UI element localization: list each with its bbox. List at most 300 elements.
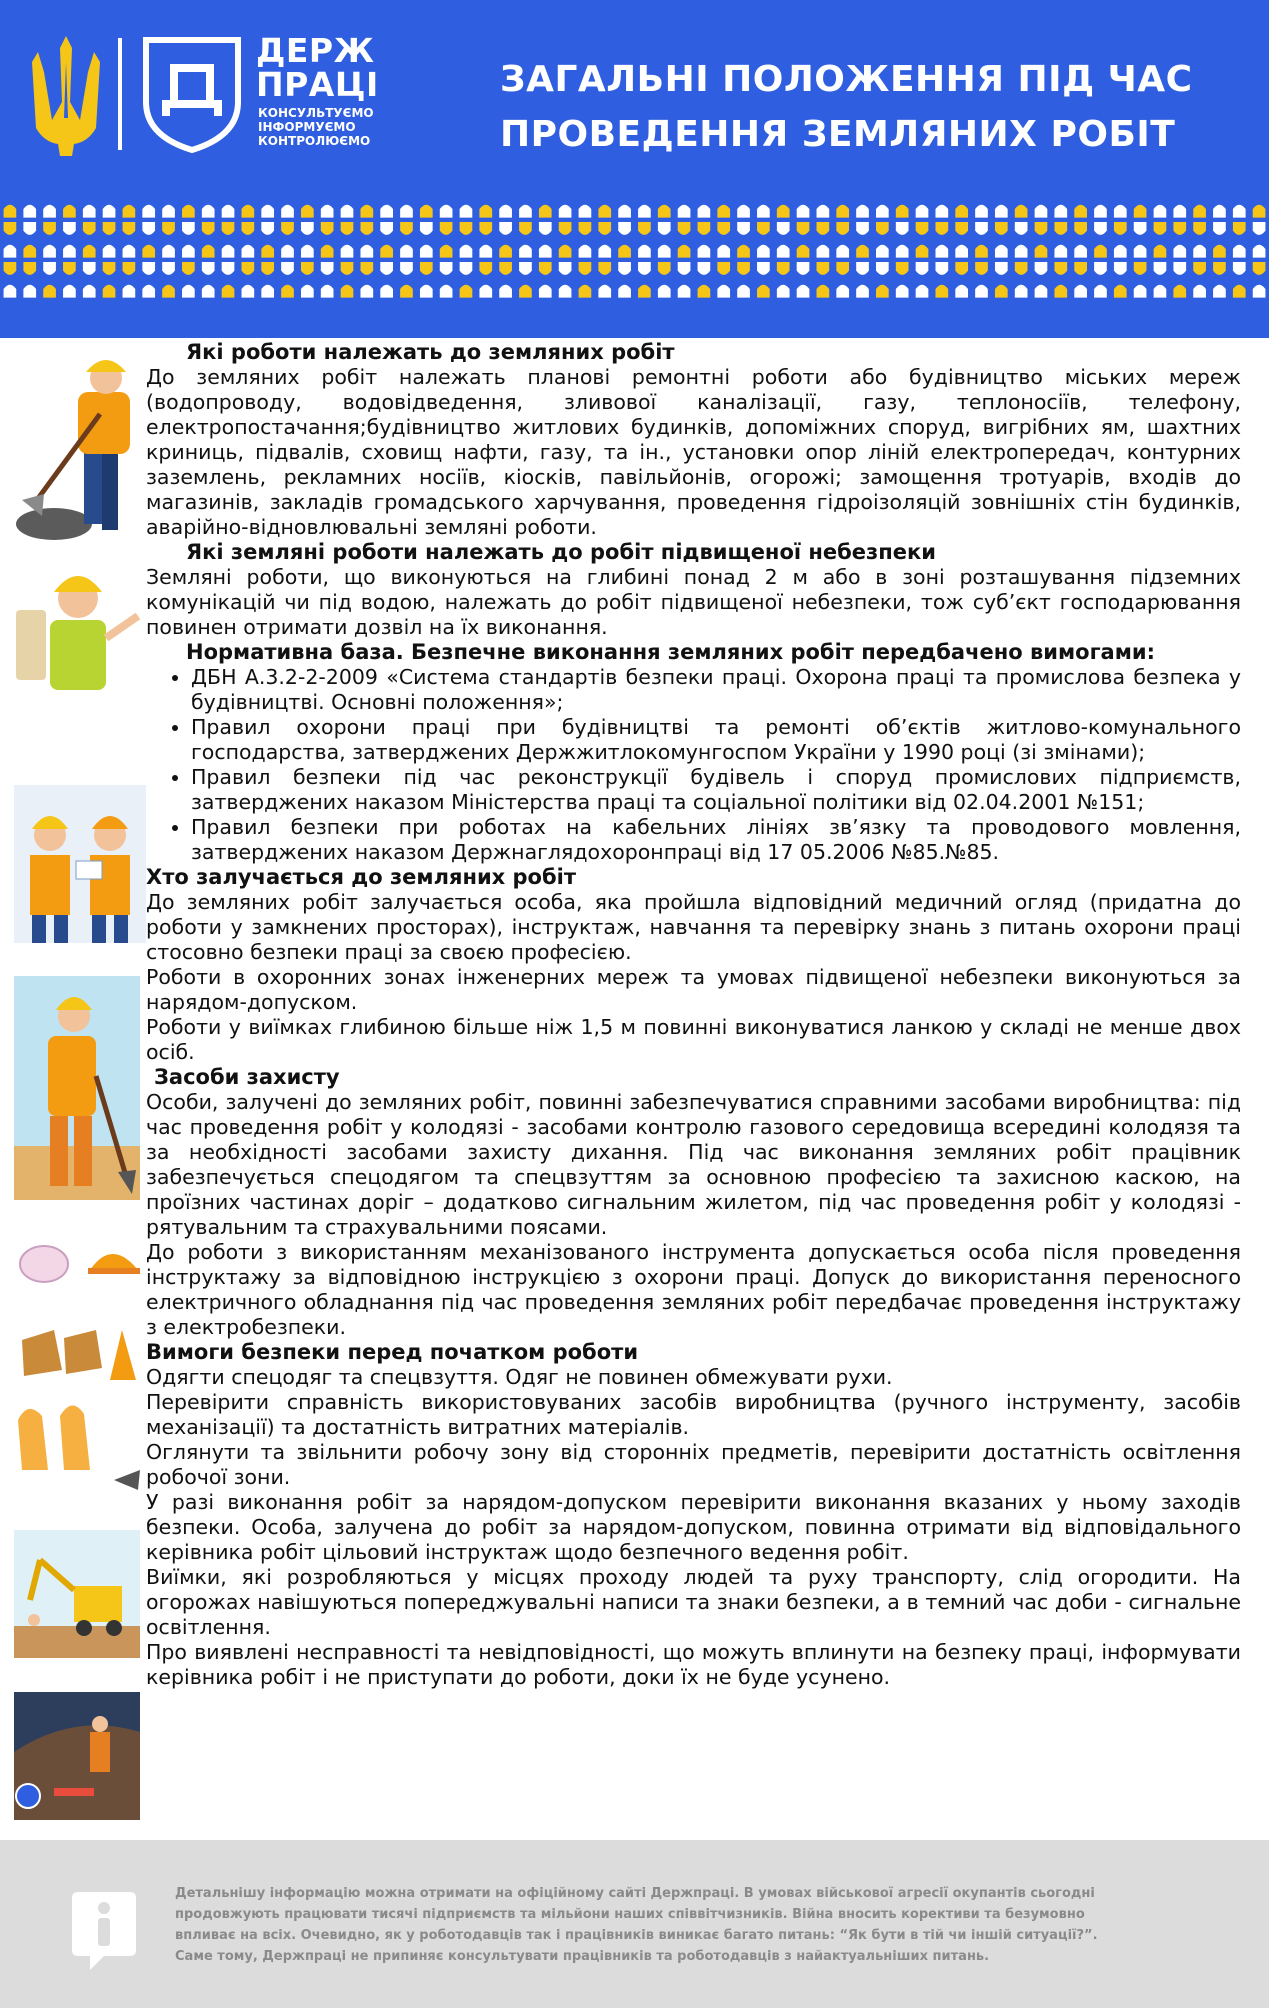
pattern-tile bbox=[261, 222, 274, 235]
pattern-tile bbox=[1054, 262, 1067, 275]
excavator-site-illustration-icon bbox=[14, 1530, 140, 1658]
pattern-tile bbox=[797, 205, 810, 218]
section-text: Одягти спецодяг та спецвзуття. Одяг не повинен обмежувати рухи. bbox=[146, 1365, 893, 1389]
pattern-tile bbox=[261, 245, 274, 258]
pattern-tile bbox=[43, 222, 56, 235]
pattern-tile bbox=[777, 222, 790, 235]
pattern-tile bbox=[222, 205, 235, 218]
pattern-tile bbox=[440, 245, 453, 258]
footer-line: продовжують працювати тисячі підприємств та мільйони наших співвітчизників. Війна вносить корективи та безумовно bbox=[175, 1907, 1085, 1922]
pattern-tile bbox=[995, 205, 1008, 218]
worker-with-blueprint-illustration-icon bbox=[14, 560, 146, 690]
pattern-tile bbox=[539, 245, 552, 258]
pattern-tile bbox=[1253, 222, 1266, 235]
pattern-tile bbox=[1094, 245, 1107, 258]
pattern-tile bbox=[955, 285, 968, 298]
pattern-tile bbox=[321, 285, 334, 298]
pattern-tile bbox=[935, 205, 948, 218]
pattern-tile bbox=[1074, 285, 1087, 298]
footer-line: впливає на всіх. Очевидно, як у роботодавців так і працівників виникає багато питань: “Як бути в тій чи іншій ситуації?”. bbox=[175, 1928, 1098, 1943]
pattern-tile bbox=[440, 285, 453, 298]
pattern-tile bbox=[975, 205, 988, 218]
pattern-tile bbox=[460, 262, 473, 275]
pattern-tile bbox=[479, 222, 492, 235]
pattern-tile bbox=[658, 205, 671, 218]
section-excavation-types bbox=[146, 340, 1241, 540]
pattern-tile bbox=[301, 245, 314, 258]
worker-with-shovel-illustration-icon bbox=[14, 976, 140, 1200]
pattern-tile bbox=[1015, 262, 1028, 275]
derzhpratsi-shield-icon bbox=[140, 36, 244, 154]
pattern-tile bbox=[1213, 222, 1226, 235]
pattern-tile bbox=[717, 222, 730, 235]
pattern-tile bbox=[618, 205, 631, 218]
section-text: Роботи в охоронних зонах інженерних мереж та умовах підвищеної небезпеки виконуються за нарядом-допуском. bbox=[146, 965, 1241, 1014]
pattern-tile bbox=[23, 222, 36, 235]
section-regulatory-base bbox=[146, 640, 1241, 865]
pattern-tile bbox=[499, 285, 512, 298]
pattern-tile bbox=[63, 262, 76, 275]
pattern-tile bbox=[162, 205, 175, 218]
pattern-tile bbox=[4, 285, 17, 298]
pattern-tile bbox=[341, 285, 354, 298]
pattern-tile bbox=[539, 222, 552, 235]
pattern-tile bbox=[1094, 222, 1107, 235]
pattern-tile bbox=[1213, 245, 1226, 258]
pattern-tile bbox=[4, 205, 17, 218]
pattern-tile bbox=[1233, 262, 1246, 275]
pattern-tile bbox=[817, 262, 830, 275]
pattern-tile bbox=[797, 262, 810, 275]
page-title bbox=[500, 52, 1240, 162]
pattern-tile bbox=[539, 262, 552, 275]
pattern-tile bbox=[281, 262, 294, 275]
pattern-tile bbox=[202, 222, 215, 235]
pattern-tile bbox=[182, 262, 195, 275]
pattern-tile bbox=[638, 245, 651, 258]
pattern-tile bbox=[1213, 205, 1226, 218]
pattern-tile bbox=[995, 245, 1008, 258]
pattern-tile bbox=[1173, 262, 1186, 275]
pattern-tile bbox=[797, 285, 810, 298]
pattern-tile bbox=[281, 285, 294, 298]
pattern-tile bbox=[242, 222, 255, 235]
pattern-tile bbox=[717, 205, 730, 218]
section-text: До роботи з використанням механізованого інструмента допускається особа після проведення інструктажу за відповідною інструкцією з охорони праці. Допуск до використання переносного електричного обладнання під час проведення земляних робіт передбачає проведення інструктажу з електробезпеки. bbox=[146, 1240, 1241, 1339]
pattern-tile bbox=[1134, 245, 1147, 258]
brand-tagline-2: ІНФОРМУЄМО bbox=[258, 120, 356, 134]
pattern-tile bbox=[1114, 285, 1127, 298]
pattern-tile bbox=[817, 222, 830, 235]
brand-name-line1: ДЕРЖ bbox=[256, 31, 375, 70]
pattern-tile bbox=[380, 262, 393, 275]
pattern-tile bbox=[658, 285, 671, 298]
section-text: Особи, залучені до земляних робіт, повинні забезпечуватися справними засобами виробництва: під час проведення робіт у колодязі - засобами контролю газового середовища всередині колодязя та за необхідності засобами захисту дихання. Під час виконання земляних робіт працівник забезпечується спецодягом та спецвзуттям за основною професією та захисною каскою, на проїзних частинах доріг – додатково сигнальним жилетом, під час проведення робіт у колодязі - рятувальним та страхувальними поясами. bbox=[146, 1090, 1241, 1239]
pattern-tile bbox=[479, 205, 492, 218]
pattern-tile bbox=[360, 245, 373, 258]
pattern-tile bbox=[559, 205, 572, 218]
pattern-tile bbox=[1173, 205, 1186, 218]
pattern-tile bbox=[1233, 285, 1246, 298]
pattern-tile bbox=[182, 285, 195, 298]
pattern-tile bbox=[896, 222, 909, 235]
pattern-tile bbox=[658, 222, 671, 235]
pattern-tile bbox=[658, 262, 671, 275]
pattern-tile bbox=[698, 285, 711, 298]
pattern-tile bbox=[420, 222, 433, 235]
pattern-tile bbox=[261, 205, 274, 218]
pattern-tile bbox=[737, 285, 750, 298]
pattern-tile bbox=[499, 205, 512, 218]
pattern-tile bbox=[222, 222, 235, 235]
pattern-tile bbox=[1035, 285, 1048, 298]
brand-tagline-1: КОНСУЛЬТУЄМО bbox=[258, 106, 374, 120]
pattern-tile bbox=[321, 222, 334, 235]
pattern-tile bbox=[23, 245, 36, 258]
pattern-tile bbox=[1173, 245, 1186, 258]
pattern-tile bbox=[1154, 285, 1167, 298]
section-text: У разі виконання робіт за нарядом-допуском перевірити виконання вказаних у ньому заходів безпеки. Особа, залучена до робіт за нарядом-допуском, повинна отримати від відповідального керівника робіт цільовий інструктаж щодо безпечного ведення робіт. bbox=[146, 1490, 1241, 1564]
pattern-tile bbox=[797, 245, 810, 258]
pattern-tile bbox=[598, 262, 611, 275]
pattern-tile bbox=[618, 285, 631, 298]
pattern-tile bbox=[757, 285, 770, 298]
pattern-tile bbox=[1035, 262, 1048, 275]
pattern-tile bbox=[618, 262, 631, 275]
pattern-tile bbox=[1134, 205, 1147, 218]
pattern-tile bbox=[817, 245, 830, 258]
pattern-tile bbox=[916, 222, 929, 235]
pattern-tile bbox=[836, 262, 849, 275]
pattern-tile bbox=[1213, 262, 1226, 275]
pattern-tile bbox=[301, 222, 314, 235]
pattern-tile bbox=[1154, 222, 1167, 235]
pattern-tile bbox=[678, 285, 691, 298]
pattern-tile bbox=[638, 285, 651, 298]
pattern-tile bbox=[975, 245, 988, 258]
pattern-tile bbox=[1054, 205, 1067, 218]
footer-text bbox=[175, 1883, 1165, 1967]
pattern-tile bbox=[1154, 245, 1167, 258]
pattern-tile bbox=[876, 205, 889, 218]
pattern-tile bbox=[83, 285, 96, 298]
pattern-tile bbox=[1074, 245, 1087, 258]
pattern-tile bbox=[975, 285, 988, 298]
section-high-danger-works bbox=[146, 540, 1241, 640]
pattern-tile bbox=[1074, 262, 1087, 275]
pattern-tile bbox=[380, 222, 393, 235]
pattern-tile bbox=[1054, 285, 1067, 298]
pattern-tile bbox=[1074, 222, 1087, 235]
pattern-tile bbox=[896, 205, 909, 218]
pattern-tile bbox=[63, 285, 76, 298]
pattern-tile bbox=[995, 285, 1008, 298]
pattern-tile bbox=[598, 222, 611, 235]
pattern-tile bbox=[202, 245, 215, 258]
pattern-tile bbox=[83, 222, 96, 235]
section-text: Виїмки, які розробляються у місцях проходу людей та руху транспорту, слід огородити. На огорожах навішуються попереджувальні написи та знаки безпеки, а в темний час доби - сигнальне освітлення. bbox=[146, 1565, 1241, 1639]
section-heading: Які земляні роботи належать до робіт підвищеної небезпеки bbox=[186, 540, 936, 564]
pattern-tile bbox=[43, 262, 56, 275]
pattern-tile bbox=[1193, 222, 1206, 235]
pattern-tile bbox=[222, 285, 235, 298]
pattern-tile bbox=[817, 285, 830, 298]
pattern-tile bbox=[579, 285, 592, 298]
pattern-tile bbox=[400, 262, 413, 275]
pattern-tile bbox=[777, 205, 790, 218]
brand-tagline bbox=[258, 106, 374, 148]
pattern-tile bbox=[737, 262, 750, 275]
pattern-tile bbox=[1154, 262, 1167, 275]
page-title-line1: ЗАГАЛЬНІ ПОЛОЖЕННЯ ПІД ЧАС bbox=[500, 59, 1193, 100]
pattern-tile bbox=[142, 205, 155, 218]
pattern-tile bbox=[341, 245, 354, 258]
pattern-tile bbox=[836, 222, 849, 235]
pattern-tile bbox=[519, 285, 532, 298]
pattern-tile bbox=[955, 262, 968, 275]
pattern-tile bbox=[479, 285, 492, 298]
pattern-tile bbox=[618, 245, 631, 258]
header-divider bbox=[118, 38, 122, 150]
pattern-tile bbox=[360, 222, 373, 235]
pattern-tile bbox=[1253, 205, 1266, 218]
pattern-tile bbox=[955, 222, 968, 235]
pattern-tile bbox=[1193, 285, 1206, 298]
pattern-tile bbox=[916, 245, 929, 258]
pattern-tile bbox=[717, 245, 730, 258]
pattern-tile bbox=[995, 222, 1008, 235]
pattern-tile bbox=[975, 222, 988, 235]
section-text: Оглянути та звільнити робочу зону від сторонніх предметів, перевірити достатність освітлення робочої зони. bbox=[146, 1440, 1241, 1489]
pattern-tile bbox=[380, 205, 393, 218]
pattern-tile bbox=[63, 245, 76, 258]
pattern-tile bbox=[559, 285, 572, 298]
digging-worker-illustration-icon bbox=[14, 344, 146, 544]
pattern-tile bbox=[598, 245, 611, 258]
pattern-tile bbox=[955, 245, 968, 258]
pattern-tile bbox=[123, 245, 136, 258]
pattern-tile bbox=[420, 285, 433, 298]
brand-name bbox=[256, 31, 379, 104]
pattern-tile bbox=[678, 245, 691, 258]
pattern-tile bbox=[717, 285, 730, 298]
pattern-tile bbox=[836, 285, 849, 298]
pattern-tile bbox=[103, 285, 116, 298]
section-who-is-involved bbox=[146, 865, 1241, 1065]
pattern-tile bbox=[360, 285, 373, 298]
section-text: До земляних робіт залучається особа, яка пройшла відповідний медичний огляд (придатна до роботи у замкнених просторах), інструктаж, навчання та перевірку знань з питань охорони праці стосовно безпеки праці за своєю професією. bbox=[146, 890, 1241, 964]
pattern-tile bbox=[777, 245, 790, 258]
pattern-tile bbox=[519, 245, 532, 258]
pattern-tile bbox=[301, 262, 314, 275]
main-content bbox=[146, 340, 1241, 1690]
regulation-list bbox=[191, 665, 1241, 865]
pattern-tile bbox=[836, 245, 849, 258]
pattern-tile bbox=[579, 245, 592, 258]
section-text: Роботи у виїмках глибиною більше ніж 1,5 м повинні виконуватися ланкою у складі не менше двох осіб. bbox=[146, 1015, 1241, 1064]
pattern-tile bbox=[123, 285, 136, 298]
pattern-tile bbox=[1253, 285, 1266, 298]
pattern-tile bbox=[1015, 205, 1028, 218]
pattern-tile bbox=[579, 205, 592, 218]
pattern-tile bbox=[460, 222, 473, 235]
trident-emblem-icon bbox=[28, 32, 104, 160]
pattern-tile bbox=[440, 262, 453, 275]
pattern-tile bbox=[103, 245, 116, 258]
pattern-tile bbox=[1134, 285, 1147, 298]
page-title-line2: ПРОВЕДЕННЯ ЗЕМЛЯНИХ РОБІТ bbox=[500, 114, 1176, 155]
section-heading: Хто залучається до земляних робіт bbox=[146, 865, 577, 889]
pattern-tile bbox=[1134, 222, 1147, 235]
pattern-tile bbox=[876, 222, 889, 235]
pattern-tile bbox=[162, 262, 175, 275]
pattern-tile bbox=[103, 205, 116, 218]
pattern-tile bbox=[321, 205, 334, 218]
pattern-tile bbox=[1054, 245, 1067, 258]
pattern-tile bbox=[162, 245, 175, 258]
list-item: • Правил безпеки під час реконструкції будівель і споруд промислових підприємств, затверджених наказом Міністерства праці та соціальної політики від 02.04.2001 №151; bbox=[191, 765, 1241, 815]
pattern-tile bbox=[479, 262, 492, 275]
pattern-tile bbox=[1233, 222, 1246, 235]
pattern-tile bbox=[1134, 262, 1147, 275]
pattern-tile bbox=[579, 262, 592, 275]
pattern-tile bbox=[638, 222, 651, 235]
pattern-tile bbox=[420, 262, 433, 275]
pattern-tile bbox=[301, 205, 314, 218]
pattern-tile bbox=[440, 222, 453, 235]
pattern-tile bbox=[242, 205, 255, 218]
pattern-tile bbox=[43, 245, 56, 258]
pattern-tile bbox=[261, 262, 274, 275]
pattern-tile bbox=[142, 245, 155, 258]
pattern-tile bbox=[123, 222, 136, 235]
pattern-tile bbox=[856, 262, 869, 275]
section-heading: Вимоги безпеки перед початком роботи bbox=[146, 1340, 639, 1364]
pattern-tile bbox=[876, 262, 889, 275]
pattern-tile bbox=[460, 245, 473, 258]
pattern-tile bbox=[539, 285, 552, 298]
pattern-tile bbox=[1094, 285, 1107, 298]
pattern-tile bbox=[182, 245, 195, 258]
pattern-tile bbox=[757, 262, 770, 275]
pattern-tile bbox=[698, 245, 711, 258]
pattern-tile bbox=[142, 262, 155, 275]
pattern-tile bbox=[242, 245, 255, 258]
pattern-tile bbox=[638, 205, 651, 218]
pattern-tile bbox=[598, 285, 611, 298]
pattern-tile bbox=[519, 222, 532, 235]
pattern-tile bbox=[123, 205, 136, 218]
pattern-tile bbox=[222, 262, 235, 275]
pattern-tile bbox=[1193, 245, 1206, 258]
pattern-tile bbox=[123, 262, 136, 275]
list-item: • ДБН А.3.2-2-2009 «Система стандартів безпеки праці. Охорона праці та промислова безпека у будівництві. Основні положення»; bbox=[191, 665, 1241, 715]
pattern-tile bbox=[23, 285, 36, 298]
pattern-tile bbox=[539, 205, 552, 218]
pattern-tile bbox=[23, 205, 36, 218]
pattern-tile bbox=[698, 222, 711, 235]
pattern-tile bbox=[43, 285, 56, 298]
pattern-tile bbox=[499, 245, 512, 258]
pattern-tile bbox=[1094, 205, 1107, 218]
pattern-tile bbox=[460, 285, 473, 298]
pattern-tile bbox=[698, 205, 711, 218]
list-item: • Правил охорони праці при будівництві та ремонті об’єктів житлово-комунального господарства, затверджених Держжитлокомунгоспом України у 1990 році (зі змінами); bbox=[191, 715, 1241, 765]
protective-equipment-illustration-icon bbox=[14, 1230, 140, 1500]
pattern-tile bbox=[162, 222, 175, 235]
pattern-tile bbox=[678, 205, 691, 218]
pattern-tile bbox=[1253, 245, 1266, 258]
pattern-tile bbox=[380, 245, 393, 258]
pattern-tile bbox=[460, 205, 473, 218]
pattern-tile bbox=[579, 222, 592, 235]
pattern-tile bbox=[916, 285, 929, 298]
pattern-tile bbox=[261, 285, 274, 298]
pattern-tile bbox=[519, 205, 532, 218]
pattern-tile bbox=[1193, 262, 1206, 275]
pattern-tile bbox=[420, 245, 433, 258]
pattern-tile bbox=[202, 205, 215, 218]
pattern-tile bbox=[817, 205, 830, 218]
pattern-tile bbox=[1035, 222, 1048, 235]
pattern-tile bbox=[83, 205, 96, 218]
pattern-tile bbox=[182, 222, 195, 235]
pattern-tile bbox=[797, 222, 810, 235]
pattern-tile bbox=[63, 222, 76, 235]
pattern-tile bbox=[955, 205, 968, 218]
pattern-tile bbox=[737, 205, 750, 218]
pattern-tile bbox=[519, 262, 532, 275]
pattern-tile bbox=[658, 245, 671, 258]
pattern-tile bbox=[341, 205, 354, 218]
pattern-tile bbox=[698, 262, 711, 275]
pattern-tile bbox=[896, 245, 909, 258]
pattern-tile bbox=[142, 222, 155, 235]
pattern-tile bbox=[916, 205, 929, 218]
pattern-tile bbox=[1114, 205, 1127, 218]
pattern-tile bbox=[737, 222, 750, 235]
pattern-tile bbox=[1114, 245, 1127, 258]
pattern-tile bbox=[1233, 245, 1246, 258]
info-icon bbox=[70, 1888, 138, 1972]
pattern-tile bbox=[202, 285, 215, 298]
pattern-tile bbox=[1193, 205, 1206, 218]
section-heading: Нормативна база. Безпечне виконання земляних робіт передбачено вимогами: bbox=[186, 640, 1155, 664]
pattern-tile bbox=[222, 245, 235, 258]
pattern-tile bbox=[935, 222, 948, 235]
pattern-tile bbox=[202, 262, 215, 275]
pattern-tile bbox=[400, 285, 413, 298]
pattern-tile bbox=[737, 245, 750, 258]
pattern-tile bbox=[757, 245, 770, 258]
pattern-tile bbox=[559, 245, 572, 258]
pattern-tile bbox=[4, 222, 17, 235]
pattern-tile bbox=[360, 205, 373, 218]
pattern-tile bbox=[341, 222, 354, 235]
pattern-tile bbox=[499, 262, 512, 275]
pattern-tile bbox=[836, 205, 849, 218]
pattern-tile bbox=[1173, 222, 1186, 235]
pattern-tile bbox=[559, 262, 572, 275]
pattern-tile bbox=[1074, 205, 1087, 218]
pattern-tile bbox=[242, 262, 255, 275]
pattern-tile bbox=[638, 262, 651, 275]
header-banner bbox=[0, 0, 1269, 338]
pattern-tile bbox=[281, 222, 294, 235]
pattern-tile bbox=[400, 245, 413, 258]
pattern-tile bbox=[479, 245, 492, 258]
pattern-tile bbox=[1213, 285, 1226, 298]
